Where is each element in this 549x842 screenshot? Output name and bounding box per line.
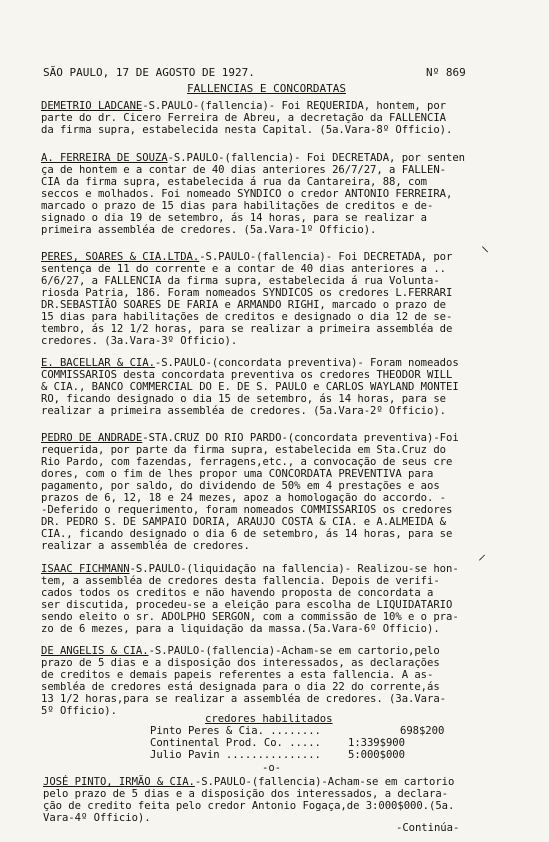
entry-line: signado o dia 19 de setembro, ás 14 horas, para se realizar a — [41, 212, 428, 224]
entry-line: pelo prazo de 5 dias e a disposição dos interessados, a declara- — [43, 788, 448, 800]
section-title: FALLENCIAS E CONCORDATAS — [187, 82, 346, 95]
entry-line-rest: -S.PAULO-(fallencia)-Acham-se em cartorio — [194, 776, 455, 788]
creditor-name: Continental Prod. Co. ..... — [150, 737, 321, 749]
entry-line: COMMISSARIOS desta concordata preventiva os credores THEODOR WILL — [41, 369, 453, 381]
entry-line: Rio Pardo, com fazendas, ferragens,etc., a convocação de seus cre — [41, 456, 453, 468]
entry-line: 5º Officio). — [41, 705, 117, 717]
place-date: SÃO PAULO, 17 DE AGOSTO DE 1927. — [43, 66, 255, 79]
entry-line: prazos de 6, 12, 18 e 24 mezes, apoz a homologação do accordo. - — [41, 492, 446, 504]
creditor-amount: 698$200 — [400, 725, 445, 737]
creditor-name: Julio Pavin ............... — [150, 749, 321, 761]
entry-line — [41, 251, 452, 263]
entry-line: ser discutida, procedeu-se a eleição para escolha de LIQUIDATARIO — [41, 599, 453, 611]
entry-line: da firma supra, estabelecida nesta Capital. (5a.Vara-8º Officio). — [41, 124, 453, 136]
pen-mark-icon: ⸜ — [481, 236, 490, 255]
entry-line: sentença de 11 do corrente e a contar de 40 dias anteriores a .. — [41, 263, 446, 275]
entry-line: zo de 6 mezes, para a liquidação da massa.(5a.Vara-6º Officio). — [41, 623, 440, 635]
entry-line: primeira assembléa de credores. (5a.Vara-1º Officio). — [41, 224, 377, 236]
entry-line — [41, 152, 465, 164]
creditors-title: credores habilitados — [205, 713, 333, 725]
entry-line: dores, com o fim de lhes propor uma CONCORDATA PREVENTIVA para — [41, 468, 434, 480]
entry-name: PEDRO DE ANDRADE — [41, 432, 143, 444]
entry-line: sendo eleito o sr. ADOLPHO SERGON, com a commissão de 10% e o pra- — [41, 611, 459, 623]
entry-name: A. FERREIRA DE SOUZA — [41, 152, 168, 164]
entry-line: ça de hontem e a contar de 40 dias anteriores 26/7/27, a FALLEN- — [41, 164, 446, 176]
entry-line: 13 1/2 horas,para se realizar a assembléa de credores. (3a.Vara- — [41, 693, 446, 705]
entry-line — [41, 563, 459, 575]
creditor-amount: 5:000$000 — [348, 749, 405, 761]
entry-line: Vara-4º Officio). — [43, 812, 151, 824]
entry-line-rest: -S.PAULO-(fallencia)-Acham-se em cartorio,pelo — [148, 645, 440, 657]
entry-line: & CIA., BANCO COMMERCIAL DO E. DE S. PAULO e CARLOS WAYLAND MONTEI — [41, 381, 459, 393]
entry-line — [41, 432, 459, 444]
entry-name: PERES, SOARES & CIA.LTDA. — [41, 251, 200, 263]
entry-line: sembléa de credores está designada para o dia 22 do corrente,ás — [41, 681, 440, 693]
separator-mark: -o- — [262, 762, 281, 774]
entry-line-rest: -S.PAULO-(fallencia)- Foi DECRETADA, por senten — [167, 152, 465, 164]
entry-name: JOSÉ PINTO, IRMÃO & CIA. — [43, 776, 195, 788]
entry-line: prazo de 5 dias e a disposição dos interessados, as declarações — [41, 657, 440, 669]
creditor-name: Pinto Peres & Cia. ........ — [150, 725, 321, 737]
entry-line: tembro, ás 12 1/2 horas, para se realizar a primeira assembléa de — [41, 323, 453, 335]
entry-line-rest: -S.PAULO-(concordata preventiva)- Foram nomeados — [154, 357, 459, 369]
entry-line — [41, 357, 459, 369]
entry-line: realizar a primeira assembléa de credores. (5a.Vara-2º Officio). — [41, 405, 446, 417]
entry-name: DE ANGELIS & CIA. — [41, 645, 149, 657]
entry-line — [41, 100, 446, 112]
entry-line: parte do dr. Cicero Ferreira de Abreu, a decretação da FALLENCIA — [41, 112, 446, 124]
entry-line-rest: -STA.CRUZ DO RIO PARDO-(concordata preventiva)-Foi — [142, 432, 459, 444]
entry-line: credores. (3a.Vara-3º Officio). — [41, 335, 238, 347]
entry-name: DEMETRIO LADCANE — [41, 100, 143, 112]
entry-line: -Deferido o requerimento, foram nomeados COMMISSARIOS os credores — [41, 504, 453, 516]
entry-name: E. BACELLAR & CIA. — [41, 357, 155, 369]
entry-line: riosda Patria, 186. Foram nomeados SYNDICOS os credores L.FERRARI — [41, 287, 453, 299]
entry-line-rest: -S.PAULO-(fallencia)- Foi DECRETADA, por — [199, 251, 453, 263]
pen-mark-icon: ⸍ — [478, 551, 487, 570]
entry-line: requerida, por parte da firma supra, estabelecida em Sta.Cruz do — [41, 444, 446, 456]
entry-line-rest: -S.PAULO-(fallencia)- Foi REQUERIDA, hontem, por — [142, 100, 446, 112]
entry-line: cados todos os creditos e não havendo proposta de concordata a — [41, 587, 434, 599]
continua-label: -Continúa- — [396, 822, 460, 834]
entry-line: RO, ficando designado o dia 15 de setembro, ás 14 horas, para se — [41, 393, 446, 405]
entry-line: CIA., ficando designado o dia 6 de setembro, ás 14 horas, para se — [41, 528, 453, 540]
entry-line: marcado o prazo de 15 dias para habilitações de creditos e de- — [41, 200, 434, 212]
entry-line-rest: -S.PAULO-(liquidação na fallencia)- Realizou-se hon- — [129, 563, 459, 575]
entry-line: DR. PEDRO S. DE SAMPAIO DORIA, ARAUJO COSTA & CIA. e A.ALMEIDA & — [41, 516, 446, 528]
entry-line: ção de credito feita pelo credor Antonio Fogaça,de 3:000$000.(5a. — [43, 800, 455, 812]
entry-line: de creditos e demais papeis referentes a esta fallencia. A as- — [41, 669, 434, 681]
bulletin-number: Nº 869 — [426, 66, 466, 79]
entry-line — [43, 776, 454, 788]
entry-line: realizar a assembléa de credores. — [41, 540, 250, 552]
creditor-amount: 1:339$900 — [348, 737, 405, 749]
entry-line: seccos e molhados. Foi nomeado SYNDICO o credor ANTONIO FERREIRA, — [41, 188, 453, 200]
entry-line: DR.SEBASTIÃO SOARES DE FARIA e ARMANDO RIGHI, marcado o prazo de — [41, 299, 446, 311]
entry-line: tem, a assembléa de credores desta fallencia. Depois de verifi- — [41, 575, 440, 587]
entry-name: ISAAC FICHMANN — [41, 563, 130, 575]
entry-line: pagamento, por saldo, do dividendo de 50% em 4 prestações e aos — [41, 480, 440, 492]
entry-line: 15 dias para habilitações de creditos e designado o dia 12 de se- — [41, 311, 453, 323]
entry-line: CIA da firma supra, estabelecida á rua da Cantareira, 88, com — [41, 176, 428, 188]
entry-line: 6/6/27, a FALLENCIA da firma supra, estabelecida á rua Volunta- — [41, 275, 440, 287]
entry-line — [41, 645, 440, 657]
